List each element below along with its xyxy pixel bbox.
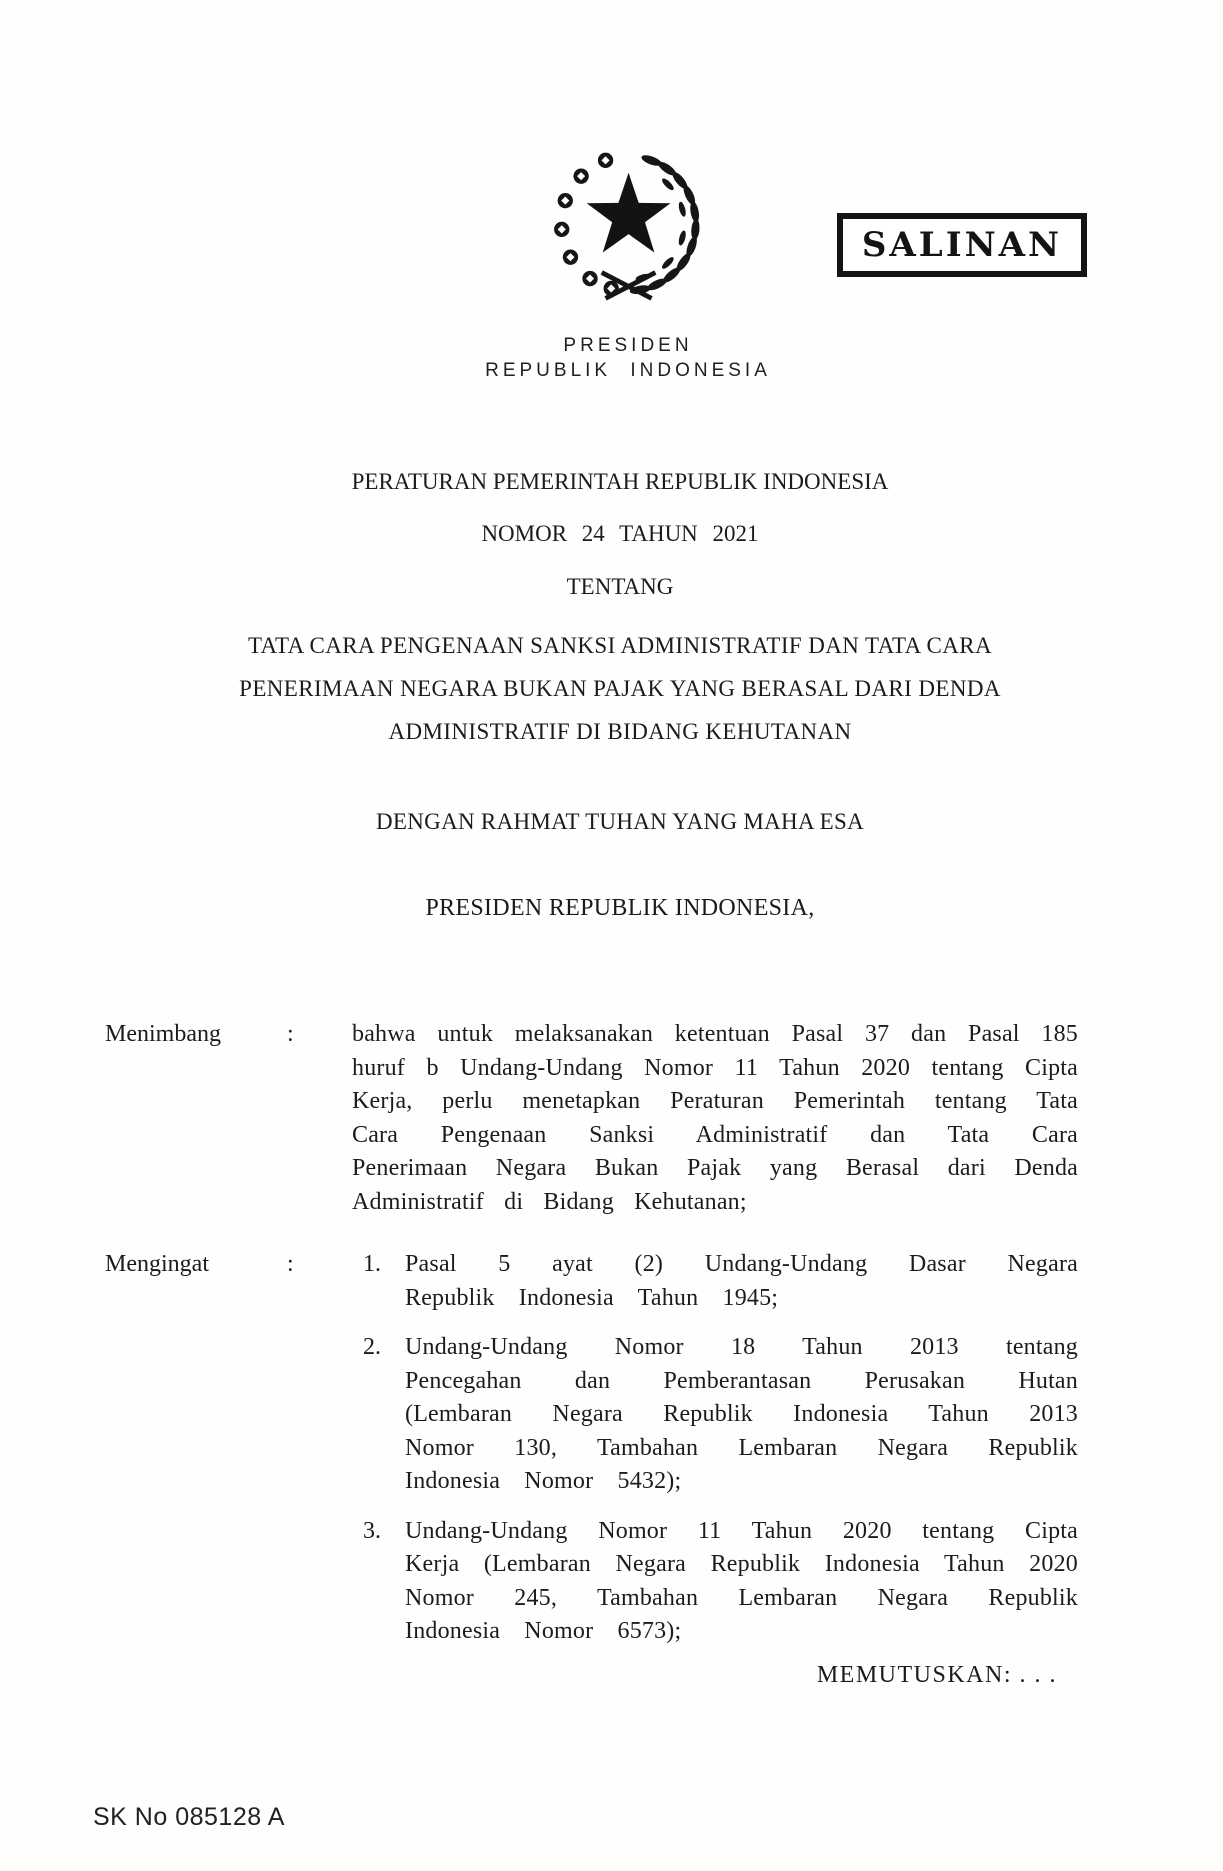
item-text: Pasal 5 ayat (2) Undang-Undang Dasar Negara Republik Indonesia Tahun 1945; [405,1251,1078,1311]
item-number: 3. [363,1517,381,1544]
considerations-label: Menimbang [105,1021,221,1047]
subject-line-2: PENERIMAAN NEGARA BUKAN PAJAK YANG BERASAL DARI DENDA [239,676,1001,701]
item-number: 2. [363,1334,381,1360]
legal-basis-item [352,1331,1078,1499]
decision-line: MEMUTUSKAN: . . . [816,1662,1057,1688]
authority-line: PRESIDEN REPUBLIK INDONESIA, [425,895,815,921]
letterhead-republik-indonesia: REPUBLIK INDONESIA [485,360,771,381]
star-wreath-emblem-icon [547,143,710,310]
considerations-colon: : [287,1021,294,1047]
sk-number: SK No 085128 A [93,1803,285,1831]
regulation-subject [92,624,1148,753]
title-block [92,467,1148,923]
letterhead-presiden: PRESIDEN [563,335,693,356]
subject-line-1: TATA CARA PENGENAAN SANKSI ADMINISTRATIF DAN TATA CARA [247,633,993,658]
regulation-tentang: TENTANG [566,574,674,599]
subject-line-3: ADMINISTRATIF DI BIDANG KEHUTANAN [388,719,852,744]
salinan-stamp: SALINAN [837,213,1087,277]
legal-basis-label: Mengingat [105,1251,209,1277]
legal-basis-section [0,1248,1223,1665]
item-text: Undang-Undang Nomor 11 Tahun 2020 tentang Cipta Kerja (Lembaran Negara Republik Indonesia Tahun 2020 Nomor 245, Tambahan Lembaran Negara Republik Indonesia Nomor 6573); [405,1517,1078,1644]
left-margin [0,1018,105,1219]
legal-basis-colon: : [287,1251,294,1277]
legal-basis-item [352,1248,1078,1315]
item-text: Undang-Undang Nomor 18 Tahun 2013 tentang Pencegahan dan Pemberantasan Perusakan Hutan (Lembaran Negara Republik Indonesia Tahun 2013 Nomor 130, Tambahan Lembaran Negara Republik Indonesia Nomor 5432); [405,1334,1078,1494]
considerations-section [0,1018,1223,1219]
regulation-number: NOMOR 24 TAHUN 2021 [481,521,759,546]
invocation-line: DENGAN RAHMAT TUHAN YANG MAHA ESA [375,809,865,834]
regulation-title: PERATURAN PEMERINTAH REPUBLIK INDONESIA [351,469,889,494]
item-number: 1. [363,1251,381,1277]
left-margin [0,1248,105,1665]
legal-basis-item [352,1515,1078,1649]
legal-basis-list [352,1248,1078,1665]
considerations-text: bahwa untuk melaksanakan ketentuan Pasal 37 dan Pasal 185 huruf b Undang-Undang Nomor 11 Tahun 2020 tentang Cipta Kerja, perlu menetapkan Peraturan Pemerintah tentang Tata Cara Pengenaan Sanksi Administratif dan Tata Cara Penerimaan Negara Bukan Pajak yang Berasal dari Denda Administratif di Bidang Kehutanan; [352,1021,1078,1215]
letterhead [485,143,771,381]
